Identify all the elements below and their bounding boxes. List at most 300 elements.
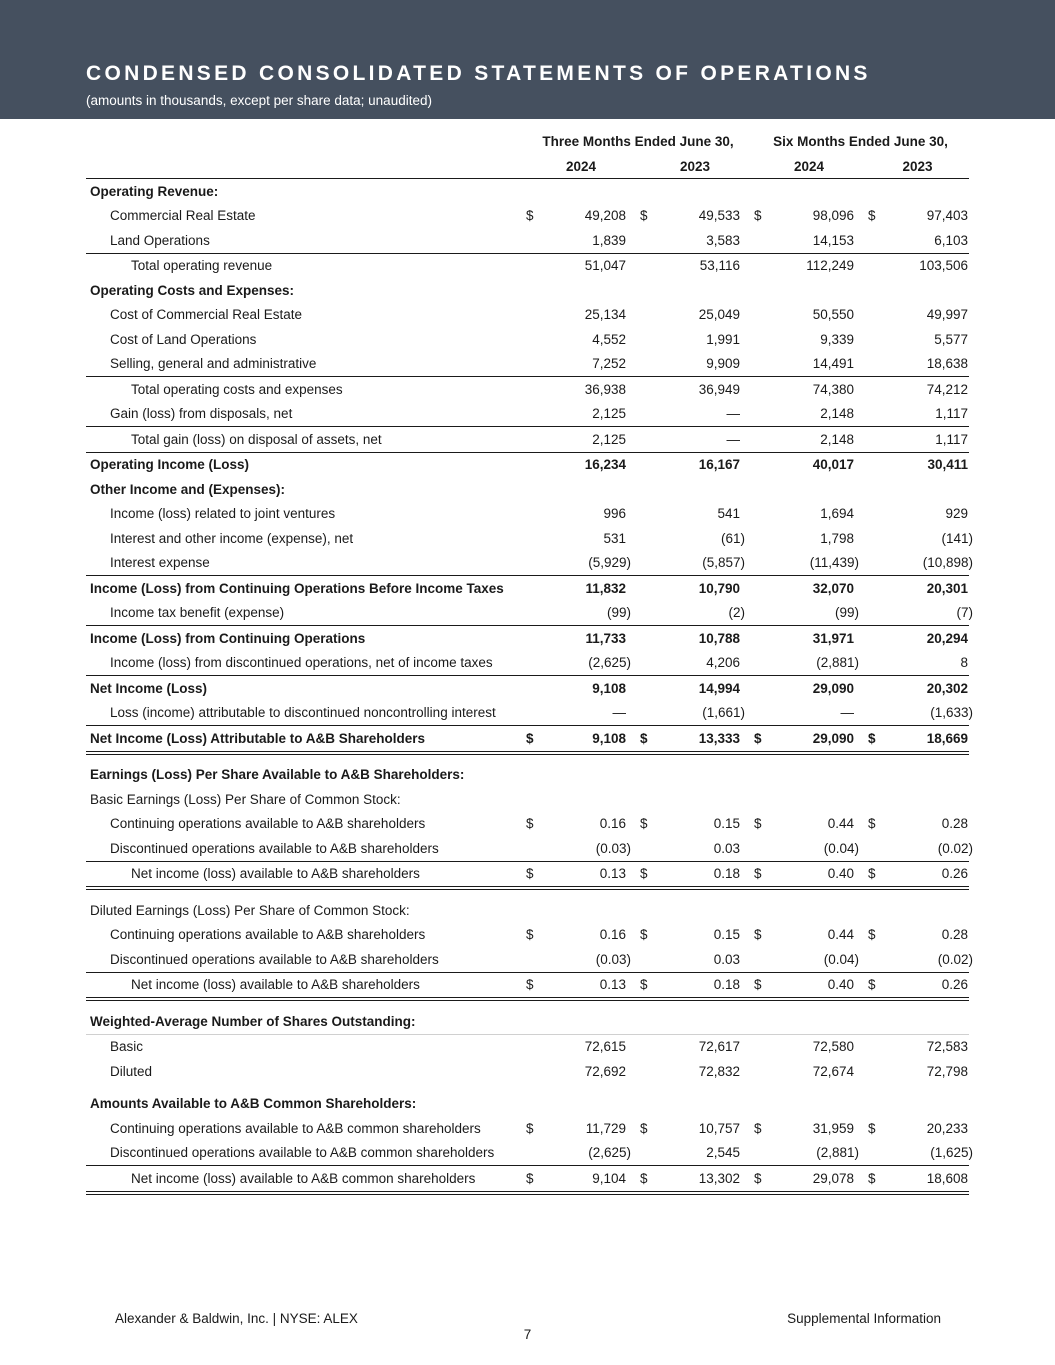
cell-padding <box>740 402 752 427</box>
currency-symbol <box>752 228 774 253</box>
cell-padding <box>740 1034 752 1059</box>
cell-padding <box>968 812 969 837</box>
cell-value <box>660 787 740 812</box>
cell-value: 18,669 <box>888 726 968 753</box>
currency-symbol: $ <box>640 927 648 943</box>
currency-symbol: $ <box>866 972 888 999</box>
cell-value <box>888 763 968 788</box>
row-label: Interest and other income (expense), net <box>110 530 354 546</box>
cell-value: 98,096 <box>812 208 855 224</box>
cell-padding <box>854 726 866 753</box>
cell-padding <box>854 787 866 812</box>
cell-value: 14,994 <box>660 676 740 701</box>
cell-padding <box>626 576 638 601</box>
cell-value: 10,757 <box>698 1120 740 1136</box>
cell-padding <box>626 352 638 377</box>
currency-symbol <box>752 526 774 551</box>
column-group-header <box>86 128 969 154</box>
cell-padding <box>740 947 752 972</box>
cell-padding <box>854 898 866 923</box>
cell-padding <box>740 1059 752 1084</box>
spacer-row <box>86 888 969 898</box>
cell-padding <box>740 303 752 328</box>
table-row <box>86 923 969 948</box>
footer-company: Alexander & Baldwin, Inc. | NYSE: ALEX <box>115 1311 358 1326</box>
currency-symbol <box>524 947 546 972</box>
cell-padding <box>854 278 866 303</box>
cell-value: 0.18 <box>660 861 740 888</box>
currency-symbol <box>866 1009 888 1034</box>
cell-padding <box>968 303 969 328</box>
table-row <box>86 726 969 753</box>
currency-symbol <box>866 526 888 551</box>
cell-value: 20,294 <box>888 626 968 651</box>
currency-symbol: $ <box>752 861 774 888</box>
currency-symbol <box>866 1059 888 1084</box>
currency-symbol <box>638 1141 660 1166</box>
cell-value: 996 <box>603 506 626 522</box>
cell-padding <box>968 204 969 229</box>
cell-padding <box>740 812 752 837</box>
cell-padding <box>740 898 752 923</box>
cell-padding <box>626 1034 638 1059</box>
cell-value: (0.04) <box>823 951 860 967</box>
cell-value: (11,439) <box>809 555 860 571</box>
row-label: Cost of Commercial Real Estate <box>110 307 303 323</box>
row-label: Continuing operations available to A&B shareholders <box>110 927 426 943</box>
cell-padding <box>740 452 752 477</box>
cell-value: (2,625) <box>588 655 631 671</box>
table-row <box>86 787 969 812</box>
currency-symbol: $ <box>640 1120 648 1136</box>
cell-padding <box>626 726 638 753</box>
cell-padding <box>626 1009 638 1034</box>
currency-symbol <box>752 787 774 812</box>
cell-padding <box>626 676 638 701</box>
cell-value: (2,881) <box>816 655 860 671</box>
currency-symbol <box>752 1059 774 1084</box>
cell-value: 112,249 <box>774 253 854 278</box>
cell-padding <box>968 179 969 204</box>
table-row <box>86 402 969 427</box>
table-row <box>86 836 969 861</box>
cell-padding <box>968 502 969 527</box>
cell-padding <box>740 327 752 352</box>
table-row <box>86 601 969 626</box>
cell-padding <box>968 377 969 402</box>
cell-value: 29,090 <box>774 726 854 753</box>
currency-symbol <box>524 327 546 352</box>
table-row <box>86 551 969 576</box>
cell-padding <box>968 352 969 377</box>
cell-value: 0.15 <box>713 927 740 943</box>
cell-value <box>546 179 626 204</box>
currency-symbol: $ <box>638 1166 660 1193</box>
cell-value: 20,233 <box>926 1120 969 1136</box>
cell-value: 13,333 <box>660 726 740 753</box>
cell-padding <box>854 972 866 999</box>
cell-padding <box>968 1166 969 1193</box>
currency-symbol <box>866 898 888 923</box>
currency-symbol <box>524 477 546 502</box>
currency-symbol <box>524 278 546 303</box>
cell-padding <box>854 427 866 453</box>
cell-padding <box>854 303 866 328</box>
currency-symbol <box>752 836 774 861</box>
cell-value <box>660 763 740 788</box>
cell-padding <box>740 228 752 253</box>
cell-padding <box>854 701 866 726</box>
table-row <box>86 452 969 477</box>
currency-symbol <box>752 576 774 601</box>
cell-padding <box>854 676 866 701</box>
cell-value: 8 <box>960 655 969 671</box>
currency-symbol <box>866 352 888 377</box>
currency-symbol: $ <box>640 816 648 832</box>
cell-value: (5,857) <box>702 555 745 571</box>
year-header: 2023 <box>866 154 969 179</box>
currency-symbol <box>524 763 546 788</box>
cell-value <box>660 179 740 204</box>
currency-symbol: $ <box>524 972 546 999</box>
currency-symbol <box>638 526 660 551</box>
cell-padding <box>740 676 752 701</box>
spacer-row <box>86 999 969 1009</box>
cell-padding <box>626 626 638 651</box>
cell-value: 0.26 <box>888 972 968 999</box>
row-label: Income tax benefit (expense) <box>110 605 285 621</box>
currency-symbol <box>752 898 774 923</box>
currency-symbol <box>524 377 546 402</box>
currency-symbol <box>638 651 660 676</box>
cell-padding <box>854 626 866 651</box>
cell-padding <box>854 812 866 837</box>
currency-symbol <box>752 278 774 303</box>
cell-padding <box>968 972 969 999</box>
cell-value <box>660 477 740 502</box>
spacer-cell <box>86 888 969 898</box>
cell-padding <box>968 427 969 453</box>
currency-symbol <box>866 701 888 726</box>
table-row <box>86 972 969 999</box>
cell-padding <box>740 179 752 204</box>
table-row <box>86 676 969 701</box>
currency-symbol: $ <box>524 1166 546 1193</box>
spacer-cell <box>86 1084 969 1092</box>
cell-value: 72,692 <box>584 1063 626 1079</box>
cell-value: 2,545 <box>706 1145 740 1161</box>
currency-symbol <box>866 676 888 701</box>
row-label: Other Income and (Expenses): <box>90 481 286 497</box>
cell-padding <box>740 651 752 676</box>
cell-value: 1,117 <box>888 427 968 453</box>
cell-value: 72,617 <box>698 1039 740 1055</box>
row-label: Continuing operations available to A&B common shareholders <box>110 1120 481 1136</box>
currency-symbol <box>752 1009 774 1034</box>
currency-symbol: $ <box>868 208 876 224</box>
currency-symbol <box>638 898 660 923</box>
cell-padding <box>854 402 866 427</box>
cell-value: — <box>660 427 740 453</box>
cell-value: 14,153 <box>812 232 855 248</box>
cell-padding <box>854 477 866 502</box>
cell-value: 9,909 <box>706 356 740 372</box>
spacer-cell <box>86 999 969 1009</box>
cell-padding <box>740 1009 752 1034</box>
cell-value <box>774 477 854 502</box>
cell-value: 36,938 <box>546 377 626 402</box>
currency-symbol <box>524 898 546 923</box>
currency-symbol <box>752 1034 774 1059</box>
currency-symbol: $ <box>754 816 762 832</box>
cell-value: 72,583 <box>926 1039 969 1055</box>
currency-symbol: $ <box>754 927 762 943</box>
cell-value: 20,301 <box>888 576 968 601</box>
cell-padding <box>740 278 752 303</box>
currency-symbol <box>638 427 660 453</box>
cell-padding <box>740 1116 752 1141</box>
cell-value: 18,608 <box>888 1166 968 1193</box>
currency-symbol <box>638 327 660 352</box>
currency-symbol <box>524 1034 546 1059</box>
cell-value: 25,134 <box>584 307 626 323</box>
cell-value: 18,638 <box>926 356 969 372</box>
row-label: Income (loss) related to joint ventures <box>110 506 336 522</box>
currency-symbol <box>866 327 888 352</box>
currency-symbol <box>866 303 888 328</box>
cell-padding <box>626 327 638 352</box>
cell-value: 31,959 <box>812 1120 855 1136</box>
currency-symbol <box>524 1092 546 1117</box>
cell-value: 13,302 <box>660 1166 740 1193</box>
currency-symbol <box>752 651 774 676</box>
table-row <box>86 861 969 888</box>
cell-padding <box>626 1059 638 1084</box>
cell-padding <box>968 228 969 253</box>
cell-padding <box>854 1116 866 1141</box>
cell-padding <box>854 228 866 253</box>
cell-padding <box>854 763 866 788</box>
three-months-header: Three Months Ended June 30, <box>542 133 734 149</box>
cell-padding <box>740 861 752 888</box>
currency-symbol <box>638 377 660 402</box>
cell-value <box>888 787 968 812</box>
currency-symbol <box>866 1034 888 1059</box>
currency-symbol: $ <box>526 816 534 832</box>
currency-symbol <box>524 427 546 453</box>
cell-padding <box>740 1141 752 1166</box>
currency-symbol <box>866 452 888 477</box>
row-label: Total operating costs and expenses <box>86 377 524 402</box>
currency-symbol <box>638 676 660 701</box>
currency-symbol <box>866 836 888 861</box>
cell-padding <box>626 861 638 888</box>
currency-symbol <box>752 601 774 626</box>
cell-padding <box>740 377 752 402</box>
cell-value <box>774 898 854 923</box>
cell-value: 25,049 <box>698 307 740 323</box>
cell-padding <box>740 576 752 601</box>
cell-value: 1,991 <box>706 331 740 347</box>
currency-symbol <box>866 626 888 651</box>
currency-symbol <box>866 253 888 278</box>
cell-value: 4,552 <box>592 331 626 347</box>
currency-symbol: $ <box>640 208 648 224</box>
currency-symbol <box>866 651 888 676</box>
cell-value: 49,997 <box>926 307 969 323</box>
currency-symbol: $ <box>868 816 876 832</box>
currency-symbol <box>524 1009 546 1034</box>
cell-value: 11,733 <box>546 626 626 651</box>
row-label: Loss (income) attributable to discontinued noncontrolling interest <box>110 705 496 721</box>
cell-padding <box>968 576 969 601</box>
cell-value: 0.28 <box>941 816 969 832</box>
cell-value: (141) <box>941 530 974 546</box>
cell-value: 929 <box>945 506 969 522</box>
cell-padding <box>626 427 638 453</box>
currency-symbol <box>638 787 660 812</box>
currency-symbol <box>638 477 660 502</box>
cell-value: 10,788 <box>660 626 740 651</box>
spacer-row <box>86 1084 969 1092</box>
currency-symbol <box>524 551 546 576</box>
cell-padding <box>626 1166 638 1193</box>
currency-symbol <box>524 701 546 726</box>
cell-padding <box>740 1166 752 1193</box>
cell-padding <box>854 923 866 948</box>
page-title: CONDENSED CONSOLIDATED STATEMENTS OF OPERATIONS <box>86 62 871 85</box>
cell-padding <box>740 204 752 229</box>
cell-padding <box>854 1166 866 1193</box>
cell-value: 0.18 <box>660 972 740 999</box>
cell-value: (99) <box>835 605 860 621</box>
currency-symbol <box>866 228 888 253</box>
cell-value: (99) <box>606 605 631 621</box>
currency-symbol <box>638 763 660 788</box>
currency-symbol <box>524 179 546 204</box>
cell-value: 31,971 <box>774 626 854 651</box>
cell-padding <box>626 787 638 812</box>
currency-symbol: $ <box>526 208 534 224</box>
cell-padding <box>854 1059 866 1084</box>
currency-symbol <box>752 626 774 651</box>
currency-symbol <box>638 452 660 477</box>
currency-symbol <box>752 1092 774 1117</box>
cell-padding <box>626 402 638 427</box>
spacer-row <box>86 753 969 763</box>
currency-symbol: $ <box>524 726 546 753</box>
row-label: Operating Revenue: <box>90 183 219 199</box>
cell-padding <box>968 477 969 502</box>
cell-value: 14,491 <box>812 356 855 372</box>
row-label: Total gain (loss) on disposal of assets, net <box>86 427 524 453</box>
currency-symbol <box>866 787 888 812</box>
cell-value: 72,615 <box>584 1039 626 1055</box>
currency-symbol <box>866 1092 888 1117</box>
table-row <box>86 253 969 278</box>
cell-value: 5,577 <box>934 331 969 347</box>
currency-symbol <box>638 1059 660 1084</box>
cell-value: 103,506 <box>888 253 968 278</box>
cell-padding <box>626 1092 638 1117</box>
currency-symbol <box>866 278 888 303</box>
cell-value: (1,633) <box>930 705 974 721</box>
currency-symbol: $ <box>638 726 660 753</box>
cell-value: 10,790 <box>660 576 740 601</box>
currency-symbol <box>866 763 888 788</box>
cell-value: 1,798 <box>820 530 855 546</box>
cell-padding <box>854 179 866 204</box>
row-label: Diluted Earnings (Loss) Per Share of Common Stock: <box>90 902 410 918</box>
table-row <box>86 812 969 837</box>
cell-value: 0.26 <box>888 861 968 888</box>
currency-symbol <box>638 278 660 303</box>
cell-value: 541 <box>717 506 740 522</box>
cell-value: 531 <box>603 530 626 546</box>
currency-symbol <box>866 1141 888 1166</box>
cell-padding <box>968 1059 969 1084</box>
currency-symbol <box>524 452 546 477</box>
row-label: Gain (loss) from disposals, net <box>110 406 293 422</box>
currency-symbol <box>752 763 774 788</box>
table-row <box>86 228 969 253</box>
cell-value: 74,212 <box>888 377 968 402</box>
currency-symbol: $ <box>866 726 888 753</box>
currency-symbol: $ <box>752 1166 774 1193</box>
cell-padding <box>968 1116 969 1141</box>
currency-symbol <box>752 502 774 527</box>
cell-value: 36,949 <box>660 377 740 402</box>
table-row <box>86 204 969 229</box>
row-label: Discontinued operations available to A&B common shareholders <box>110 1145 495 1161</box>
cell-value <box>660 1009 740 1034</box>
cell-padding <box>740 502 752 527</box>
section-header-row <box>86 278 969 303</box>
currency-symbol <box>524 676 546 701</box>
cell-padding <box>968 626 969 651</box>
cell-value: 6,103 <box>934 232 969 248</box>
cell-value: — <box>612 705 626 721</box>
table-row <box>86 327 969 352</box>
row-label: Diluted <box>110 1063 153 1079</box>
cell-value: 0.16 <box>599 927 626 943</box>
cell-value <box>888 278 968 303</box>
currency-symbol <box>866 947 888 972</box>
cell-value: (1,625) <box>930 1145 974 1161</box>
cell-padding <box>626 204 638 229</box>
currency-symbol <box>524 253 546 278</box>
cell-value: 29,090 <box>774 676 854 701</box>
currency-symbol <box>752 1141 774 1166</box>
currency-symbol <box>638 1092 660 1117</box>
currency-symbol <box>752 427 774 453</box>
cell-value: 0.28 <box>941 927 969 943</box>
header-banner <box>0 0 1055 119</box>
cell-value: 32,070 <box>774 576 854 601</box>
cell-value: (2) <box>728 605 745 621</box>
table-row <box>86 701 969 726</box>
cell-value <box>888 477 968 502</box>
row-label: Commercial Real Estate <box>110 208 256 224</box>
cell-padding <box>854 576 866 601</box>
currency-symbol <box>638 1009 660 1034</box>
cell-value <box>888 1009 968 1034</box>
cell-value: 1,694 <box>820 506 855 522</box>
cell-value <box>888 898 968 923</box>
row-label: Income (loss) from discontinued operations, net of income taxes <box>110 655 493 671</box>
row-label: Land Operations <box>110 232 210 248</box>
cell-padding <box>626 452 638 477</box>
